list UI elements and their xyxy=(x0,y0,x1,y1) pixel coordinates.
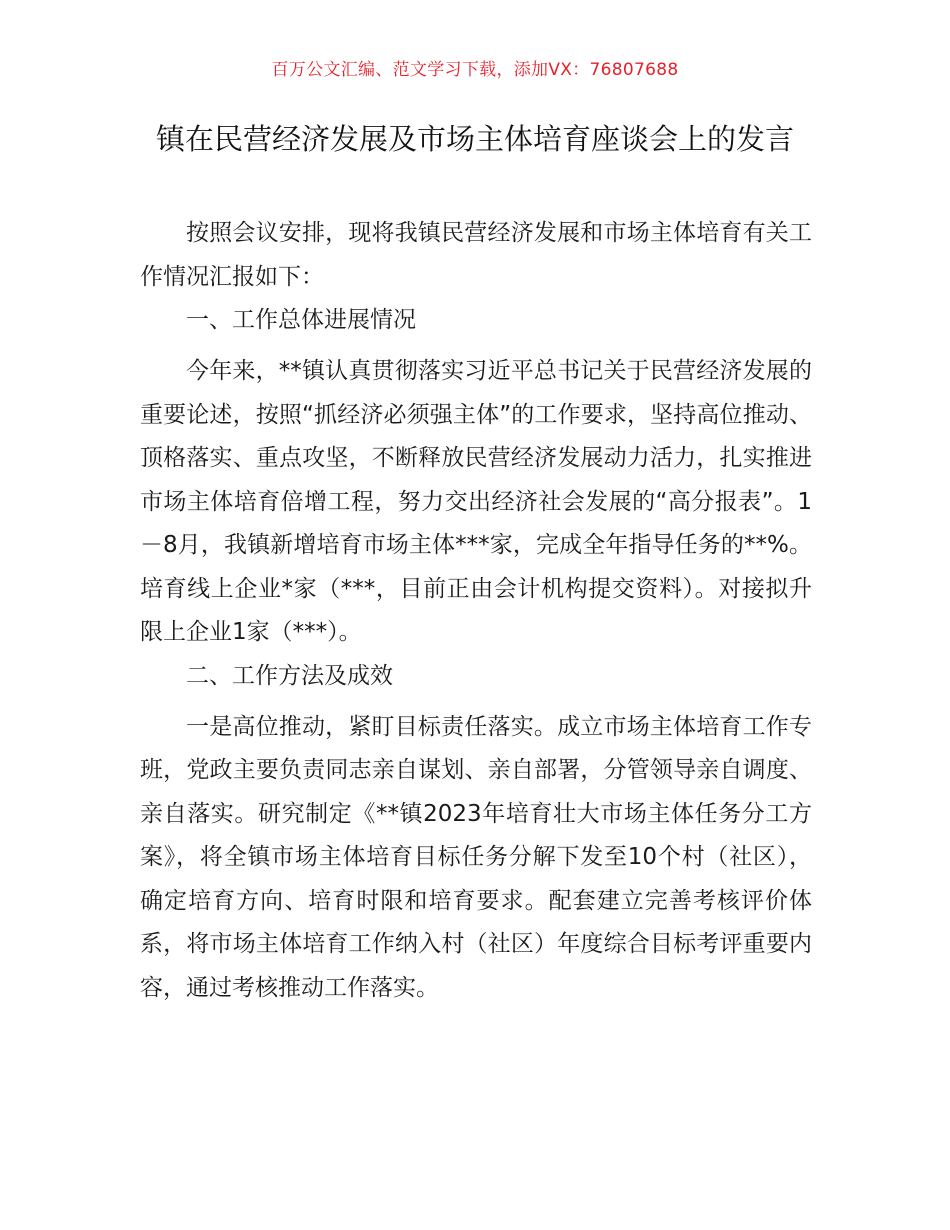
section-heading-1: 一、工作总体进展情况 xyxy=(186,307,416,333)
section-1-paragraph: 今年来，**镇认真贯彻落实习近平总书记关于民营经济发展的重要论述，按照“抓经济必须强主体”的工作要求，坚持高位推动、顶格落实、重点攻坚，不断释放民营经济发展动力活力，扎实推进市场主体培育倍增工程，努力交出经济社会发展的“高分报表”。1－8月，我镇新增培育市场主体***家，完成全年指导任务的**%。培育线上企业*家（***，目前正由会计机构提交资料）。对接拟升限上企业1家（***）。 xyxy=(140,358,812,645)
document-body xyxy=(140,212,812,1010)
document-title: 镇在民营经济发展及市场主体培育座谈会上的发言 xyxy=(155,122,794,156)
section-heading-2: 二、工作方法及成效 xyxy=(186,662,393,689)
watermark-banner: 百万公文汇编、范文学习下载，添加VX：76807688 xyxy=(271,60,679,80)
section-2-paragraph: 一是高位推动，紧盯目标责任落实。成立市场主体培育工作专班，党政主要负责同志亲自谋划、亲自部署，分管领导亲自调度、亲自落实。研究制定《**镇2023年培育壮大市场主体任务分工方案》，将全镇市场主体培育目标任务分解下发至10个村（社区），确定培育方向、培育时限和培育要求。配套建立完善考核评价体系，将市场主体培育工作纳入村（社区）年度综合目标考评重要内容，通过考核推动工作落实。 xyxy=(140,713,812,1001)
intro-paragraph: 按照会议安排，现将我镇民营经济发展和市场主体培育有关工作情况汇报如下： xyxy=(140,220,812,290)
